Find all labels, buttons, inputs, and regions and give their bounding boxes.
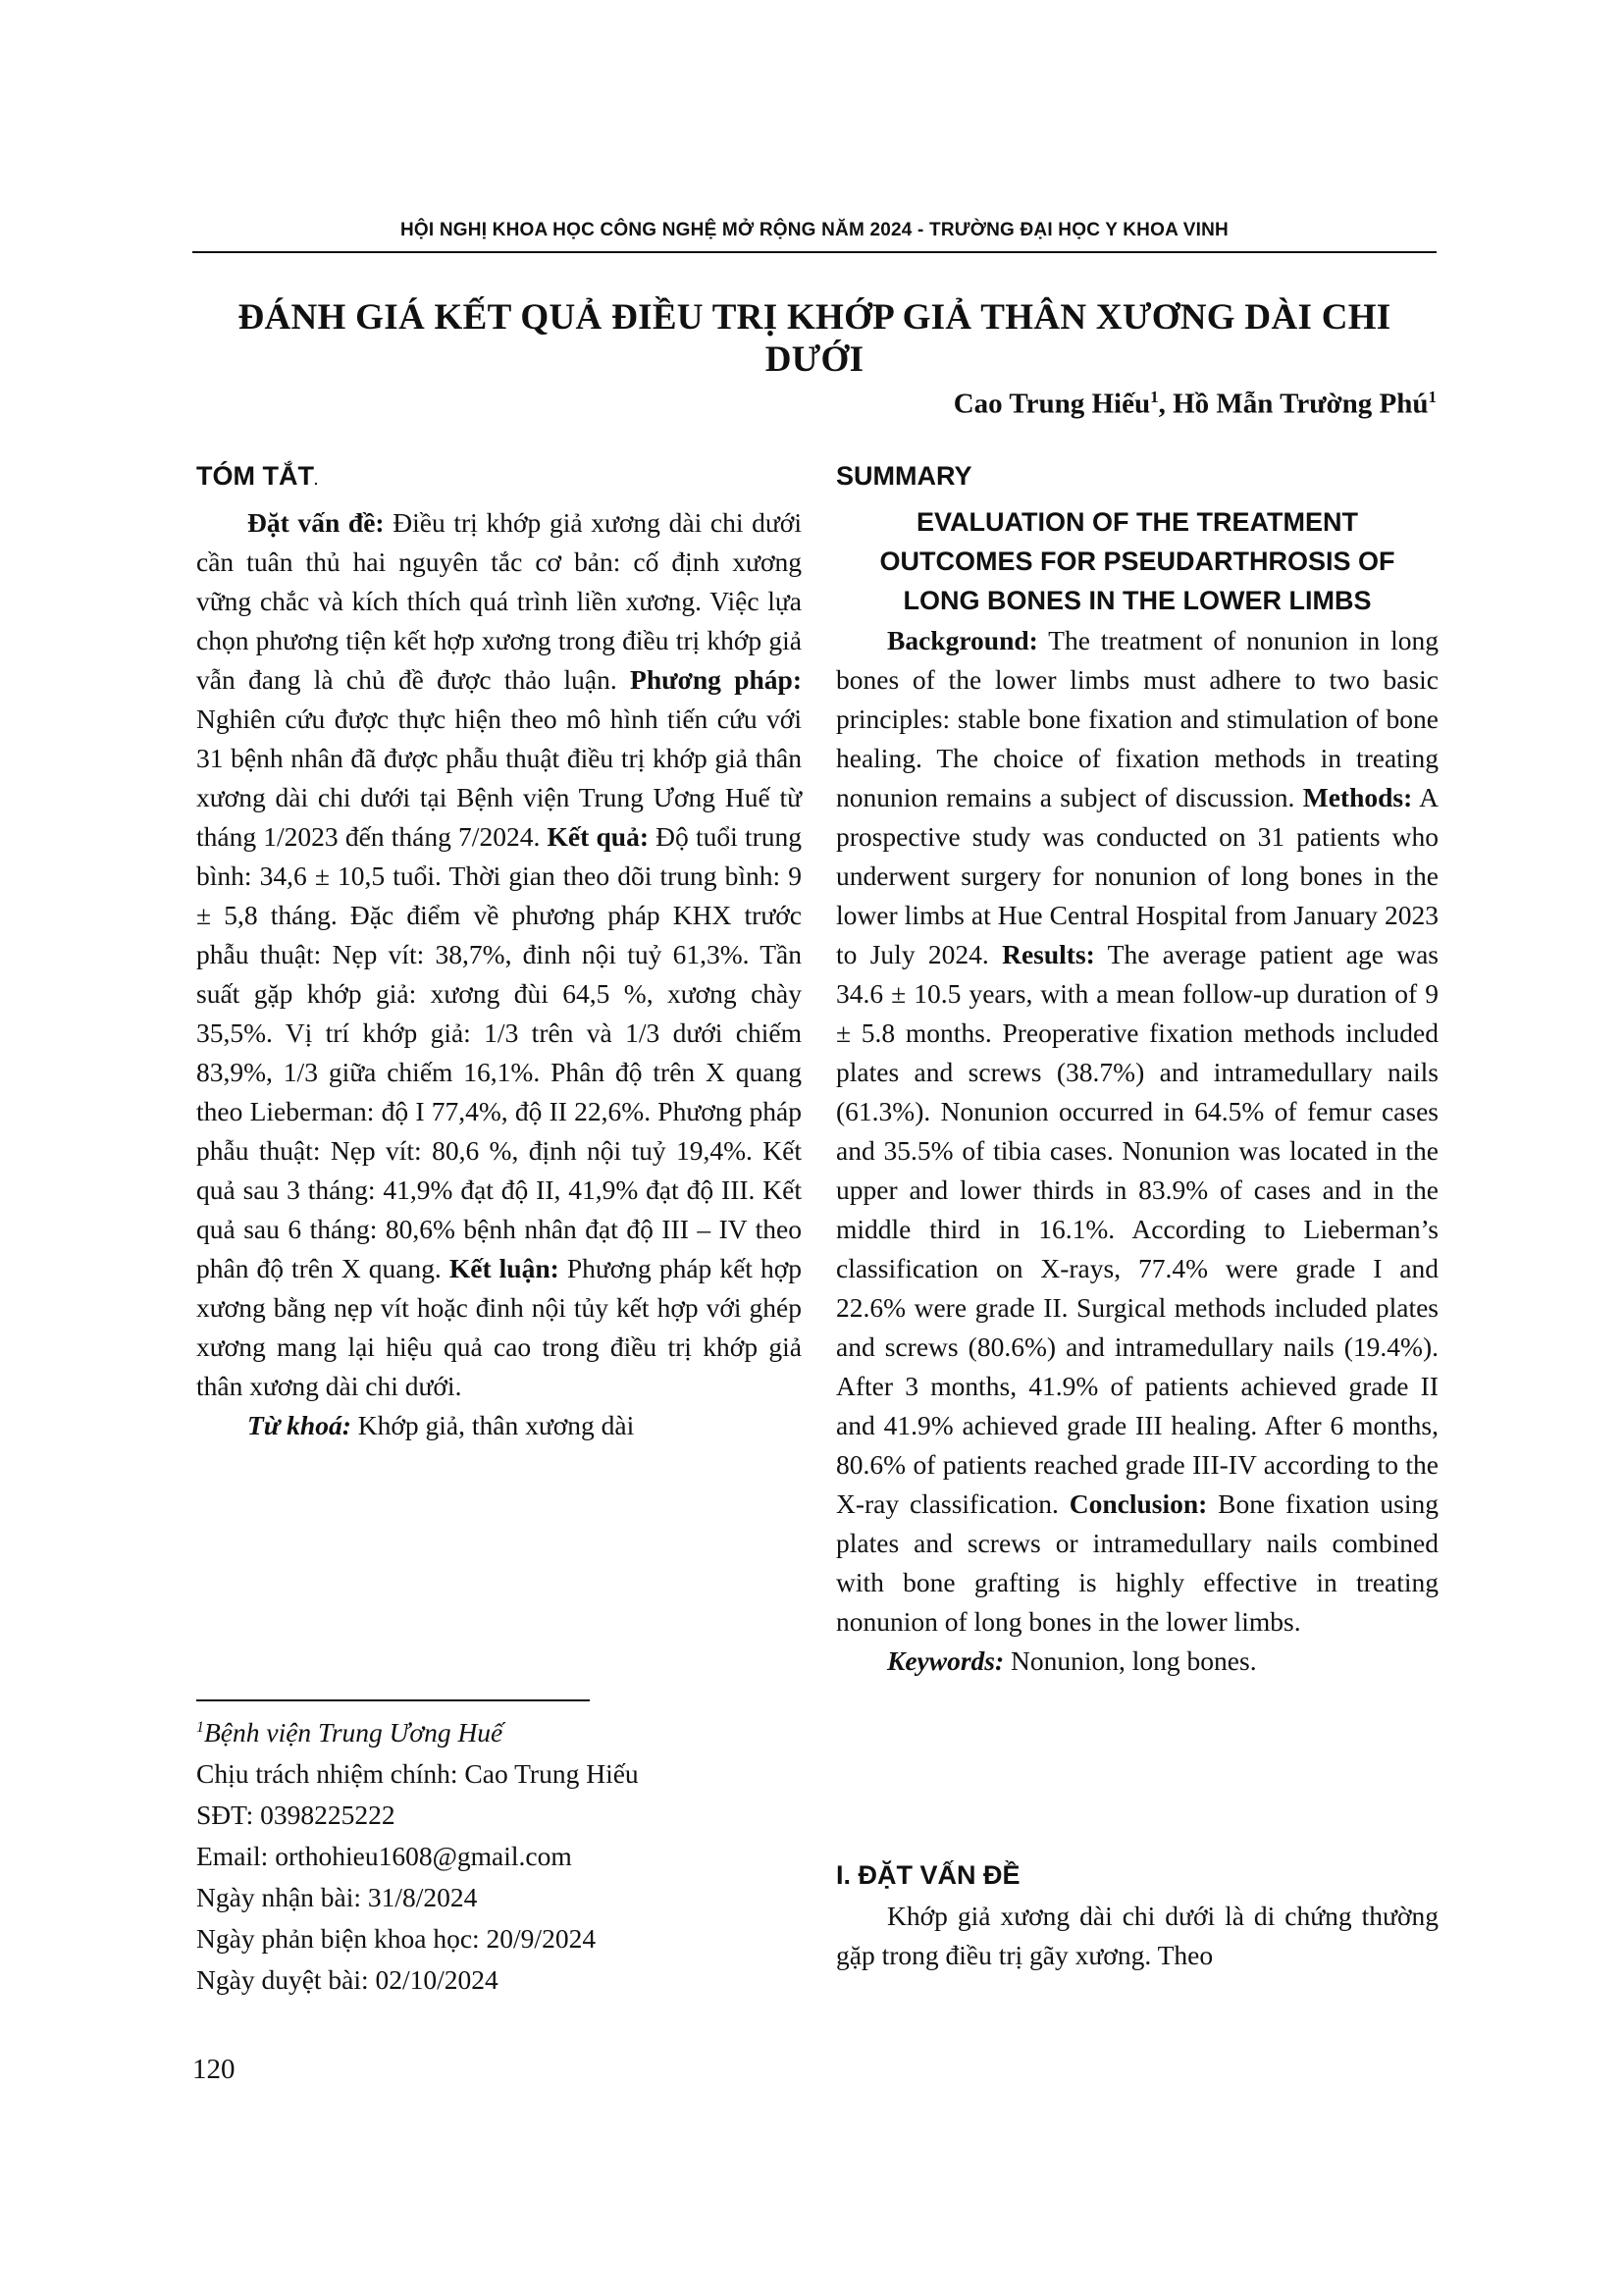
author-line bbox=[954, 388, 1437, 421]
footnotes bbox=[196, 1707, 802, 2001]
footnote-responsible: Chịu trách nhiệm chính: Cao Trung Hiếu bbox=[196, 1758, 639, 1790]
en-results-label: Results: bbox=[1002, 939, 1095, 969]
section-1-paragraph: Khớp giả xương dài chi dưới là di chứng thường gặp trong điều trị gãy xương. Theo bbox=[836, 1901, 1439, 1970]
en-results-text: The average patient age was 34.6 ± 10.5 years, with a mean follow-up duration of 9 ± 5.8 months. Preoperative fixation methods included plates and screws (38.7%) and intramedullary nails (61.3%). Nonunion occurred in 64.5% of femur cases and 35.5% of tibia cases. Nonunion was located in the upper and lower thirds in 83.9% of cases and in the middle third in 16.1%. According to Lieberman’s classification on X-rays, 77.4% were grade I and 22.6% were grade II. Surgical methods included plates and screws (80.6%) and intramedullary nails (19.4%). After 3 months, 41.9% of patients achieved grade II and 41.9% achieved grade III healing. After 6 months, 80.6% of patients reached grade III-IV according to the X-ray classification. bbox=[836, 939, 1440, 1519]
footnote-accepted: Ngày duyệt bài: 02/10/2024 bbox=[196, 1964, 498, 1996]
footnote-reviewed: Ngày phản biện khoa học: 20/9/2024 bbox=[196, 1923, 597, 1955]
vi-abstract-heading bbox=[196, 461, 318, 492]
vi-background-label: Đặt vấn đề: bbox=[247, 507, 385, 538]
en-methods-text: A prospective study was conducted on 31 patients who underwent surgery for nonunion of long bones in the lower limbs at Hue Central Hospital from January 2023 to July 2024. bbox=[836, 782, 1440, 969]
en-title-line: OUTCOMES FOR PSEUDARTHROSIS OF bbox=[879, 547, 1395, 576]
vi-conclusion-label: Kết luận: bbox=[448, 1253, 559, 1283]
vi-results-text: Độ tuổi trung bình: 34,6 ± 10,5 tuổi. Thời gian theo dõi trung bình: 9 ± 5,8 tháng. Đặc điểm về phương pháp KHX trước phẫu thuật: Nẹp vít: 38,7%, đinh nội tuỷ 61,3%. Tần suất gặp khớp giả: xương đùi 64,5 %, xương chày 35,5%. Vị trí khớp giả: 1/3 trên và 1/3 dưới chiếm 83,9%, 1/3 giữa chiếm 16,1%. Phân độ trên X quang theo Lieberman: độ I 77,4%, độ II 22,6%. Phương pháp phẫu thuật: Nẹp vít: 80,6 %, định nội tuỷ 19,4%. Kết quả sau 3 tháng: 41,9% đạt độ II, 41,9% đạt độ III. Kết quả sau 6 tháng: 80,6% bệnh nhân đạt độ III – IV theo phân độ trên X quang. bbox=[196, 821, 803, 1283]
footnote-affiliation bbox=[196, 1707, 802, 1753]
vi-background-text: Điều trị khớp giả xương dài chi dưới cần tuân thủ hai nguyên tắc cơ bản: cố định xương vững chắc và kích thích quá trình liền xương. Việc lựa chọn phương tiện kết hợp xương trong điều trị khớp giả vẫn đang là chủ đề được thảo luận. bbox=[196, 507, 802, 695]
author-affiliation-mark: 1 bbox=[1150, 388, 1159, 406]
vi-abstract-heading-mark: . bbox=[313, 472, 318, 488]
vi-abstract-body bbox=[196, 503, 802, 1445]
en-keywords bbox=[836, 1642, 1439, 1681]
vi-keywords bbox=[196, 1406, 802, 1445]
en-summary-title bbox=[836, 502, 1439, 620]
section-1-heading: I. ĐẶT VẤN ĐỀ bbox=[836, 1860, 1021, 1890]
author-separator: , bbox=[1158, 388, 1174, 420]
footnote-affiliation-mark: 1 bbox=[196, 1719, 204, 1736]
en-title-line: LONG BONES IN THE LOWER LIMBS bbox=[903, 586, 1372, 615]
en-conclusion-label: Conclusion: bbox=[1069, 1488, 1208, 1519]
author-name: Hồ Mẫn Trường Phú bbox=[1173, 388, 1429, 420]
vi-keywords-text: Khớp giả, thân xương dài bbox=[350, 1410, 635, 1440]
footnote-phone: SĐT: 0398225222 bbox=[196, 1800, 395, 1831]
author-name: Cao Trung Hiếu bbox=[953, 388, 1151, 420]
vi-conclusion-text: Phương pháp kết hợp xương bằng nẹp vít hoặc đinh nội tủy kết hợp với ghép xương mang lại hiệu quả cao trong điều trị khớp giả thân xương dài chi dưới. bbox=[196, 1253, 803, 1401]
paper-title: ĐÁNH GIÁ KẾT QUẢ ĐIỀU TRỊ KHỚP GIẢ THÂN XƯƠNG DÀI CHI DƯỚI bbox=[237, 297, 1391, 380]
en-background-label: Background: bbox=[887, 625, 1038, 655]
en-summary-paragraph bbox=[836, 621, 1439, 1642]
footnote-email: Email: orthohieu1608@gmail.com bbox=[196, 1841, 572, 1872]
footnote-affiliation-text: Bệnh viện Trung Ương Huế bbox=[204, 1717, 503, 1748]
en-conclusion-text: Bone fixation using plates and screws or intramedullary nails combined with bone grafting is highly effective in treating nonunion of long bones in the lower limbs. bbox=[836, 1488, 1439, 1637]
en-summary-body bbox=[836, 621, 1439, 1681]
en-methods-label: Methods: bbox=[1302, 782, 1413, 812]
en-keywords-text: Nonunion, long bones. bbox=[1004, 1645, 1257, 1676]
en-background-text: The treatment of nonunion in long bones of the lower limbs must adhere to two basic principles: stable bone fixation and stimulation of bone healing. The choice of fixation methods in treating nonunion remains a subject of discussion. bbox=[836, 625, 1439, 812]
author-affiliation-mark: 1 bbox=[1428, 388, 1437, 406]
vi-methods-label: Phương pháp: bbox=[630, 664, 802, 695]
vi-abstract-paragraph bbox=[196, 503, 802, 1406]
vi-methods-text: Nghiên cứu được thực hiện theo mô hình tiến cứu với 31 bệnh nhân đã được phẫu thuật điều trị khớp giả thân xương dài chi dưới tại Bệnh viện Trung Ương Huế từ tháng 1/2023 đến tháng 7/2024. bbox=[196, 704, 802, 852]
en-summary-heading: SUMMARY bbox=[836, 461, 972, 491]
header-rule bbox=[192, 251, 1437, 253]
footnote-received: Ngày nhận bài: 31/8/2024 bbox=[196, 1882, 478, 1913]
vi-abstract-heading-text: TÓM TẮT bbox=[196, 461, 314, 491]
vi-keywords-label: Từ khoá: bbox=[247, 1410, 351, 1440]
running-head: HỘI NGHỊ KHOA HỌC CÔNG NGHỆ MỞ RỘNG NĂM 2024 - TRƯỜNG ĐẠI HỌC Y KHOA VINH bbox=[400, 220, 1229, 240]
en-keywords-label: Keywords: bbox=[887, 1645, 1005, 1676]
vi-results-label: Kết quả: bbox=[547, 821, 649, 852]
section-1-body bbox=[836, 1897, 1439, 1975]
page-number: 120 bbox=[192, 2054, 236, 2085]
en-title-line: EVALUATION OF THE TREATMENT bbox=[917, 507, 1358, 537]
footnote-rule bbox=[196, 1699, 590, 1701]
